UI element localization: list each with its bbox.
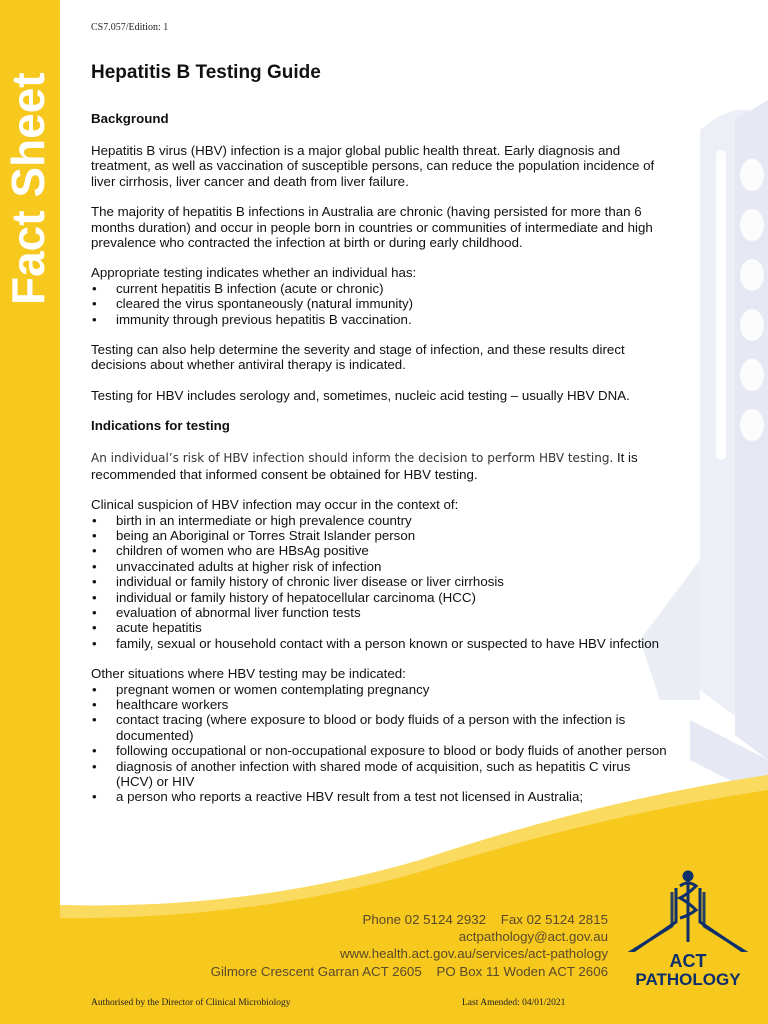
background-para-1: Hepatitis B virus (HBV) infection is a major global public health threat. Early diagnosis and treatment, as well as vaccination of susceptible persons, can reduce the population incidence of liver cirrhosis, liver cancer and death from liver failure.: [91, 143, 655, 189]
document-code: CS7.057/Edition: 1: [91, 22, 169, 33]
side-title-text: Fact Sheet: [2, 72, 54, 305]
background-para-5: Testing for HBV includes serology and, sometimes, nucleic acid testing – usually HBV DNA.: [91, 387, 630, 403]
main-content: [91, 111, 668, 820]
list-item: • cleared the virus spontaneously (natural immunity): [91, 296, 668, 311]
list-item: • healthcare workers: [91, 697, 668, 712]
footer-last-amended: Last Amended: 04/01/2021: [462, 998, 566, 1008]
page-title: Hepatitis B Testing Guide: [91, 62, 321, 83]
website-link[interactable]: www.health.act.gov.au/services/act-pathology: [339, 946, 608, 962]
testing-outcomes-list: [91, 281, 668, 327]
background-para-2: The majority of hepatitis B infections in Australia are chronic (having persisted for more than 6 months duration) and occur in people born in countries or communities of intermediate and high prevalence who contracted the infection at birth or during early childhood.: [91, 204, 653, 251]
indications-heading: Indications for testing: [91, 418, 230, 434]
list-item: • contact tracing (where exposure to blood or body fluids of a person with the infection is documented): [91, 712, 668, 743]
act-pathology-logo: [618, 868, 758, 996]
list-item: • acute hepatitis: [91, 620, 668, 635]
list-item: • birth in an intermediate or high prevalence country: [91, 513, 668, 528]
footer-authorised: Authorised by the Director of Clinical Microbiology: [91, 998, 291, 1008]
background-para-4: Testing can also help determine the severity and stage of infection, and these results direct decisions about whether antiviral therapy is indicated.: [91, 342, 625, 373]
clinical-suspicion-list: [91, 513, 668, 652]
list-item: • evaluation of abnormal liver function tests: [91, 605, 668, 620]
list-item: • current hepatitis B infection (acute or chronic): [91, 281, 668, 296]
list-item: • pregnant women or women contemplating pregnancy: [91, 682, 668, 697]
background-para-3: Appropriate testing indicates whether an individual has:: [91, 265, 417, 281]
address: Gilmore Crescent Garran ACT 2605 PO Box 11 Woden ACT 2606: [210, 963, 608, 979]
list-item: • following occupational or non-occupational exposure to blood or body fluids of another person: [91, 743, 668, 758]
list-item: • individual or family history of chronic liver disease or liver cirrhosis: [91, 574, 668, 589]
side-title: [0, 0, 60, 310]
email-link[interactable]: actpathology@act.gov.au: [458, 929, 608, 945]
phone-fax: Phone 02 5124 2932 Fax 02 5124 2815: [362, 912, 608, 927]
background-heading: Background: [91, 111, 169, 126]
indications-para-3: Other situations where HBV testing may be indicated:: [91, 666, 406, 682]
indications-para-1: [91, 450, 668, 482]
contact-block: [211, 911, 608, 980]
list-item: • family, sexual or household contact with a person known or suspected to have HBV infection: [91, 636, 668, 651]
list-item: • being an Aboriginal or Torres Strait Islander person: [91, 528, 668, 543]
other-situations-list: [91, 682, 668, 805]
list-item: • unvaccinated adults at higher risk of infection: [91, 559, 668, 574]
indications-para-1a: An individual’s risk of HBV infection should inform the decision to perform HBV testing.: [91, 451, 614, 466]
logo-pathology-text: PATHOLOGY: [635, 970, 741, 989]
indications-para-1b: It is recommended that informed consent be obtained for HBV testing.: [91, 450, 638, 482]
list-item: • a person who reports a reactive HBV result from a test not licensed in Australia;: [91, 789, 668, 804]
caduceus-icon: [618, 868, 758, 952]
logo-act-text: ACT: [669, 951, 707, 971]
list-item: • immunity through previous hepatitis B vaccination.: [91, 312, 668, 327]
list-item: • diagnosis of another infection with shared mode of acquisition, such as hepatitis C virus (HCV) or HIV: [91, 759, 668, 790]
indications-para-2: Clinical suspicion of HBV infection may occur in the context of:: [91, 497, 459, 513]
list-item: • children of women who are HBsAg positive: [91, 543, 668, 558]
list-item: • individual or family history of hepatocellular carcinoma (HCC): [91, 590, 668, 605]
